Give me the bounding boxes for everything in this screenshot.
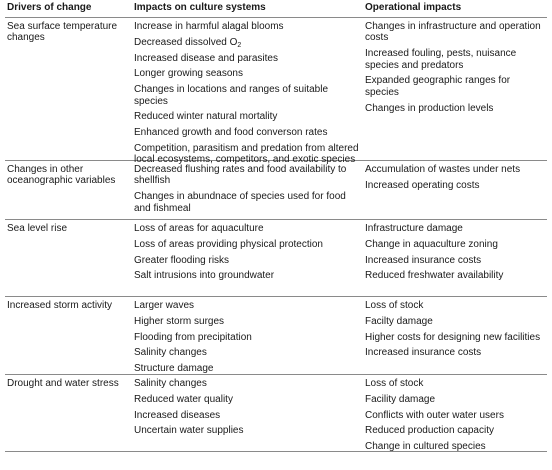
row-drought-and-water-stress <box>5 375 547 452</box>
operational-cell: Facility damage <box>365 393 436 405</box>
operational-cell: Accumulation of wastes under nets <box>365 164 521 175</box>
impact-cell: Uncertain water supplies <box>134 425 244 437</box>
operational-cell: Increased insurance costs <box>365 254 482 266</box>
operational-cell: Change in cultured species <box>365 441 486 453</box>
impact-cell: Greater flooding risks <box>134 254 230 266</box>
impact-cell: Competition, parasitism and predation from altered local ecosystems, competitors, and exotic species <box>134 142 359 166</box>
impact-cell: Changes in locations and ranges of suitable species <box>134 84 329 107</box>
impacts-column <box>134 164 362 214</box>
driver-column <box>7 378 127 389</box>
operational-cell: Changes in infrastructure and operation costs <box>365 21 541 44</box>
impacts-column <box>134 21 362 166</box>
driver-column <box>7 21 127 44</box>
header-impacts-on-culture-systems: Impacts on culture systems <box>134 2 266 13</box>
driver-cell: Increased storm activity <box>7 300 113 311</box>
impact-cell: Flooding from precipitation <box>134 331 252 343</box>
operational-column <box>365 300 545 359</box>
row-sea-surface-temperature <box>5 18 547 166</box>
operational-cell: Change in aquaculture zoning <box>365 238 498 250</box>
impacts-column <box>134 223 362 282</box>
operational-cell: Increased insurance costs <box>365 347 482 359</box>
operational-cell: Loss of stock <box>365 300 424 311</box>
operational-cell: Reduced production capacity <box>365 425 494 437</box>
driver-cell: Drought and water stress <box>7 378 119 389</box>
operational-column <box>365 223 545 282</box>
operational-cell: Infrastructure damage <box>365 223 463 234</box>
document-table <box>5 0 547 452</box>
operational-cell: Conflicts with outer water users <box>365 409 504 421</box>
impact-cell: Increased diseases <box>134 409 221 421</box>
driver-column <box>7 300 127 311</box>
header-operational-impacts: Operational impacts <box>365 2 462 13</box>
header-drivers-of-change: Drivers of change <box>7 2 92 13</box>
operational-cell: Facilty damage <box>365 315 433 327</box>
impact-cell: Structure damage <box>134 363 214 375</box>
impact-cell: Salinity changes <box>134 378 207 389</box>
impact-cell: Increased disease and parasites <box>134 52 278 64</box>
impact-cell: Loss of areas for aquaculture <box>134 223 264 234</box>
row-sea-level-rise <box>5 220 547 297</box>
operational-cell: Higher costs for designing new facilities <box>365 331 541 343</box>
impact-cell: Salt intrusions into groundwater <box>134 270 275 282</box>
impact-cell: Reduced winter natural mortality <box>134 111 278 123</box>
impact-cell: Changes in abundnace of species used for food and fishmeal <box>134 191 346 214</box>
row-other-oceanographic-variables <box>5 161 547 220</box>
operational-column <box>365 21 545 114</box>
driver-cell: Sea level rise <box>7 223 68 234</box>
impact-cell: Longer growing seasons <box>134 68 243 80</box>
impact-cell: Decreased flushing rates and food availability to shellfish <box>134 164 347 187</box>
operational-cell: Increased operating costs <box>365 179 480 191</box>
impact-cell: Reduced water quality <box>134 393 233 405</box>
driver-cell: Sea surface temperature changes <box>7 21 118 44</box>
operational-column <box>365 378 545 453</box>
impact-cell: Larger waves <box>134 300 195 311</box>
operational-cell: Reduced freshwater availability <box>365 270 504 282</box>
driver-column <box>7 164 127 187</box>
impact-cell: Decreased dissolved $O_2$ <box>134 36 242 49</box>
impacts-column <box>134 300 362 375</box>
impact-cell: Enhanced growth and food converson rates <box>134 127 328 139</box>
impact-cell: Higher storm surges <box>134 315 225 327</box>
row-increased-storm-activity <box>5 297 547 375</box>
driver-cell: Changes in other oceanographic variables <box>7 164 116 187</box>
operational-cell: Expanded geographic ranges for species <box>365 75 511 98</box>
impact-cell: Salinity changes <box>134 347 207 359</box>
impacts-column <box>134 378 362 437</box>
impact-cell: Increase in harmful alagal blooms <box>134 21 284 32</box>
impact-cell: Loss of areas providing physical protection <box>134 238 323 250</box>
operational-cell: Changes in production levels <box>365 102 494 114</box>
operational-cell: Loss of stock <box>365 378 424 389</box>
driver-column <box>7 223 127 234</box>
operational-cell: Increased fouling, pests, nuisance species and predators <box>365 48 517 71</box>
table-header-row <box>5 0 547 18</box>
operational-column <box>365 164 545 191</box>
